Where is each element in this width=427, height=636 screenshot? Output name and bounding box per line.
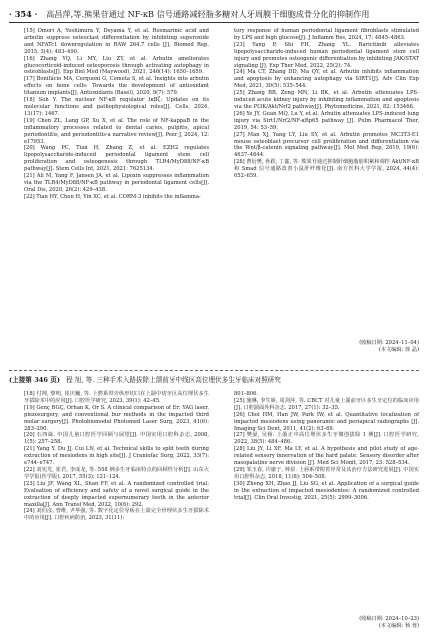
editor-note: (本文编辑: 徐 晶) [378, 346, 419, 353]
reference-item: [24] Ma CT, Zhang DD, Ma QY, et al. Arbutin inhibits inflammation and apoptosis by enhancing autophagy via SIRT1[J]. Adv Clin Exp Med, 2021, 30(5): 535–544. [234, 69, 419, 90]
lower-right-references [219, 391, 419, 502]
lower-left-references [9, 391, 209, 522]
reference-item: [27] Man XJ, Yang LY, Liu SY, et al. Arbutin promotes MC3T3-E1 mouse osteoblast precursor cell proliferation and differentiation via the Wnt/β-catenin signaling pathway[J]. Mol Med Rep, 2019, 19(6): 4637–4644. [234, 131, 419, 159]
reference-item: [19] Chen ZL, Lang GP, Xu X, et al. The role of NF-kappaB in the inflammatory processes related to dental caries, pulpitis, apical periodontitis, and periodontitis-a narrative review[J]. Peer J, 2024, 12: e17953. [24, 117, 209, 145]
reference-item: [25] 施琳, 李生娇, 周剑萍, 等. CBCT 对儿童上颌前牙区多生牙定位的临床应用[J]. 口腔颌面外科杂志, 2017, 27(1): 32–35. [234, 397, 419, 411]
reference-item: [30] Zheng XH, Zhao JJ, Liu SG, et al. Application of a surgical guide in the extraction of impacted mesiodentes: A randomized controlled trial[J]. Clin Oral Investig, 2021, 25(5): 2999–3006. [234, 480, 419, 501]
reference-item: [23] Yang P, Shi FH, Zhang YL. Baricitinib alleviates lipopolysaccharide-induced human periodontal ligament stem cell injury and promotes osteogenic differentiation by inhibiting JAK/STAT signaling [J]. Exp Ther Med, 2022, 25(2): 74. [234, 41, 419, 69]
page-number: · 354 · [9, 9, 38, 19]
continued-from-label: (上接第 346 页) [9, 376, 60, 384]
reference-item: [26] Choi HM, Han JW, Park IW, et al. Quantitative localization of impacted mesiodens using panoramic and periapical radiographs [J]. Imaging Sci Dent, 2011, 41(2): 63–69. [234, 411, 419, 432]
reference-item: [27] 樊晏, 吴杨. 上颌正中高位埋伏多生牙微创拔除 1 例[J]. 口腔医学研究, 2022, 38(5): 484–486. [234, 432, 419, 446]
header-rule [9, 22, 419, 23]
upper-left-references [9, 28, 209, 201]
reference-item: [25] Zhang BB, Zeng MN, Li BK, et al. Arbutin attenuates LPS-induced acute kidney injury by inhibiting inflammation and apoptosis via the PI3K/Akt/Nrf2 pathway[J]. Phytomedicine, 2021, 82: 153466. [234, 90, 419, 110]
reference-item: [18] Soh Y. The nuclear NF-κB regulator IκBζ: Updates on its molecular functions and pathophysiological roles[J]. Cells, 2024, 13(17): 1467. [24, 97, 209, 117]
reference-continuation: 801–806. [234, 391, 259, 397]
reference-item: [20] Wang PC, Tian H, Zhang Z, et al. EZH2 regulates lipopolysaccharide-induced periodontal ligament stem cell proliferation and osteogenesis through TLR4/MyD88/NF-κB pathway[J]. Stem Cells Int, 2021, 2021: 7625134. [24, 145, 209, 173]
reference-item: [20] 石四箴. 中国儿童口腔医学回顾与展望[J]. 中国实用口腔科杂志, 2008, 1(5): 257–258. [24, 432, 209, 446]
received-date: (收稿日期: 2024–10–23) [359, 616, 419, 622]
reference-item: [19] Genç BGÇ, Orhan K, Or S. A clinical comparison of Er: YAG laser, piezosurgery, and conventional bur methods in the impacted third molar surgery[J]. Photobiomodul Photomed Laser Surg, 2023, 41(6): 283–290. [24, 404, 209, 432]
reference-item: [29] 邹玉春, 许庸子, 钟泉. 上唇系带附着异常及其治疗方法研究进展[J]. 中国实用口腔科杂志, 2018, 11(8): 504–508. [234, 466, 419, 480]
running-title: 高昌萍,等.熊果苷通过 NF-κB 信号通路减轻脂多糖对人牙周膜干细胞成骨分化的抑制作用 [46, 9, 370, 19]
lower-article-footer [219, 616, 419, 630]
upper-right-references [219, 28, 419, 180]
reference-item: [28] Liu JY, Li XF, Ma LY, et al. A hypothesis and pilot study of age-related sensory innervation of the hard palate: Sensory disorder after nasopalatine nerve division [J]. Med Sci Monit, 2017, 23: 528–534. [234, 446, 419, 467]
reference-item: [16] Zhang YQ, Li MY, Liu ZY, et al. Arbutin ameliorates glucocorticoid-induced osteoporosis through activating autophagy in osteoblasts[J]. Exp Biol Med (Maywood), 2021, 246(14): 1650–1659. [24, 55, 209, 76]
received-date: (收稿日期: 2024–11–04) [359, 340, 419, 346]
reference-item: [15] Omori A, Yoshimura Y, Deyama Y, et al. Rosmarinic acid and arbutin suppress osteoclast differentiation by inhibiting superoxide and NFATc1 downregulation in RAW 264.7 cells [J]. Biomed Rep, 2015, 3(4): 483–490. [24, 28, 209, 55]
reference-item: [23] Liu JF, Wang XL, Shan FF, et al. A randomized controlled trial: Evaluation of efficiency and safety of a novel surgical guide in the extraction of deeply impacted supernumerary teeth in the anterior maxilla[J]. Ann Transl Med, 2022, 10(6): 292. [24, 480, 209, 508]
running-header [9, 6, 419, 22]
reference-item: [28] 曹衍樊, 孙跃, 丁鑫, 等. 熊果苷通过抑制肝细胞脂肪积累和调控 Akt/NF-κB 和 Smad 信号通路改善小鼠肝纤维化[J]. 南方医科大学学报, 2024, 44(4): 652–659. [234, 159, 419, 180]
article-divider [9, 370, 419, 371]
reference-item: [21] Ali M, Yang F, Jansen JA, et al. Lipoxin suppresses inflammation via the TLR4/MyD88/NF-κB pathway in periodontal ligament cells[J]. Oral Dis, 2020, 26(2): 429–438. [24, 173, 209, 193]
continued-article-title [9, 374, 419, 386]
upper-article-footer [219, 340, 419, 354]
reference-item: [18] 付帅, 黎明, 崔庆巍, 等. 上腭系带旁纵形切口在上颌中切牙区高位埋伏多生牙拔除术中的应用[J]. 口腔医学研究, 2023, 39(1): 42–45. [24, 391, 209, 404]
reference-item: [26] Ye JY, Guan MQ, Lu Y, et al. Arbutin attenuates LPS-induced lung injury via Sirt1/Nrf2/NF-κBp65 pathway [J]. Pulm Pharmacol Ther, 2019, 54: 53–59. [234, 110, 419, 131]
reference-item: [21] Yang Y, Du JJ, Cui LN, et al. Technical skills to split teeth during extraction of mesiodens in high site[J]. J Craniofac Surg, 2022, 33(7): e744–e747. [24, 446, 209, 467]
reference-item: [22] Tian HY, Chen H, Yin XC, et al. CORM-3 inhibits the inflamma- [24, 193, 201, 200]
article-title-text: 程 旭, 等. 三种手术入路拔除上颌前牙中线区高位埋伏多生牙临床对照研究 [66, 376, 281, 384]
reference-item: [24] 刘伯彦, 曾维, 尹华强, 等. 数字化定位导板在上颌完全骨埋伏多生牙拔除术中的应用[J]. 口腔疾病防治, 2023, 31(11): [24, 508, 209, 522]
reference-item: [22] 刘宪光, 崔君, 李成龙, 等. 558 例多生牙临床特点的回顾性分析[J]. 山东大学学报(医学版), 2017, 55(3): 121–124. [24, 466, 209, 480]
reference-item: [17] Bonifácio MA, Cerqueni G, Cometa S, et al. Insights into arbutin effects on bone cells: Towards the development of antioxidant titanium implants[J]. Antioxidants (Basel), 2020, 9(7): 579. [24, 76, 209, 97]
editor-note: (本文编辑: 杨 蓉) [378, 622, 419, 629]
reference-continuation: tory response of human periodontal ligament fibroblasts stimulated by LPS and high glucose[J]. J Inflamm Res, 2024, 17: 4845–4863. [234, 28, 419, 41]
